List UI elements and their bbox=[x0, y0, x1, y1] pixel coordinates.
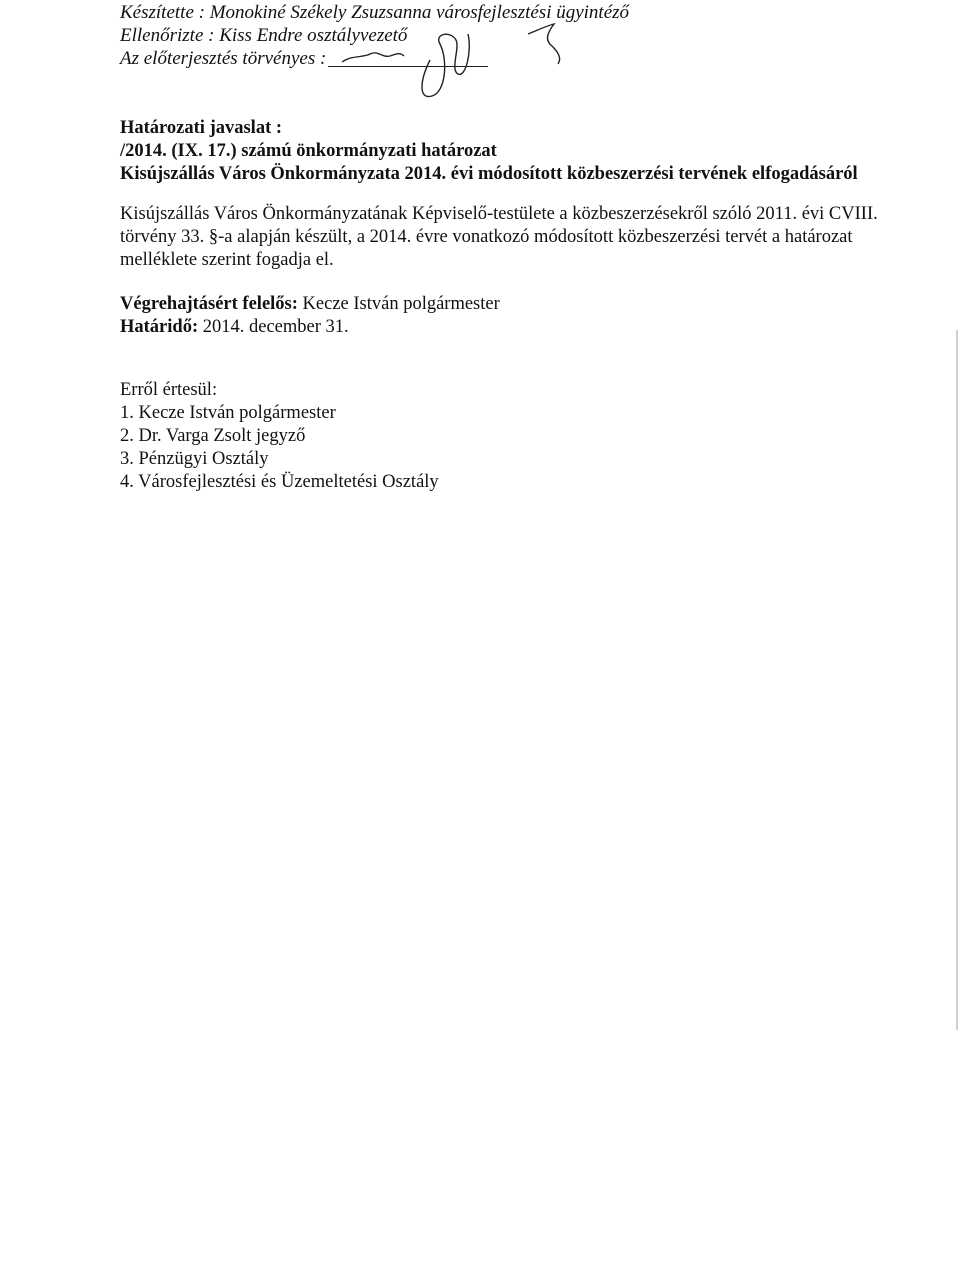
notification-item: 1. Kecze István polgármester bbox=[120, 403, 336, 423]
deadline-label: Határidő: bbox=[120, 317, 199, 337]
scan-edge-mark bbox=[956, 330, 958, 1030]
resolution-number: /2014. (IX. 17.) számú önkormányzati határozat bbox=[120, 141, 497, 161]
notification-block bbox=[120, 379, 439, 494]
resolution-body bbox=[120, 203, 878, 272]
body-line: melléklete szerint fogadja el. bbox=[120, 250, 334, 270]
proposal-title: Határozati javaslat : bbox=[120, 118, 283, 138]
deadline-row bbox=[120, 316, 500, 339]
checked-by: Ellenőrizte : Kiss Endre osztályvezető bbox=[120, 25, 408, 46]
proposal-block bbox=[120, 117, 858, 186]
prepared-by: Készítette : Monokiné Székely Zsuzsanna városfejlesztési ügyintéző bbox=[120, 2, 630, 23]
responsible-value: Kecze István polgármester bbox=[297, 294, 500, 314]
legality-statement: Az előterjesztés törvényes : bbox=[120, 48, 327, 69]
notification-item: 2. Dr. Varga Zsolt jegyző bbox=[120, 426, 306, 446]
responsible-label: Végrehajtásért felelős: bbox=[120, 294, 298, 314]
notification-title: Erről értesül: bbox=[120, 380, 218, 400]
responsible-row bbox=[120, 293, 500, 316]
notification-item: 3. Pénzügyi Osztály bbox=[120, 449, 269, 469]
execution-block bbox=[120, 293, 500, 339]
handwritten-signature bbox=[300, 0, 620, 110]
deadline-value: 2014. december 31. bbox=[198, 317, 349, 337]
body-line: törvény 33. §-a alapján készült, a 2014. évre vonatkozó módosított közbeszerzési tervét a határozat bbox=[120, 227, 853, 247]
resolution-subject: Kisújszállás Város Önkormányzata 2014. évi módosított közbeszerzési tervének elfogadásáról bbox=[120, 164, 858, 184]
notification-item: 4. Városfejlesztési és Üzemeltetési Osztály bbox=[120, 472, 439, 492]
body-line: Kisújszállás Város Önkormányzatának Képviselő-testülete a közbeszerzésekről szóló 2011. évi CVIII. bbox=[120, 204, 878, 224]
